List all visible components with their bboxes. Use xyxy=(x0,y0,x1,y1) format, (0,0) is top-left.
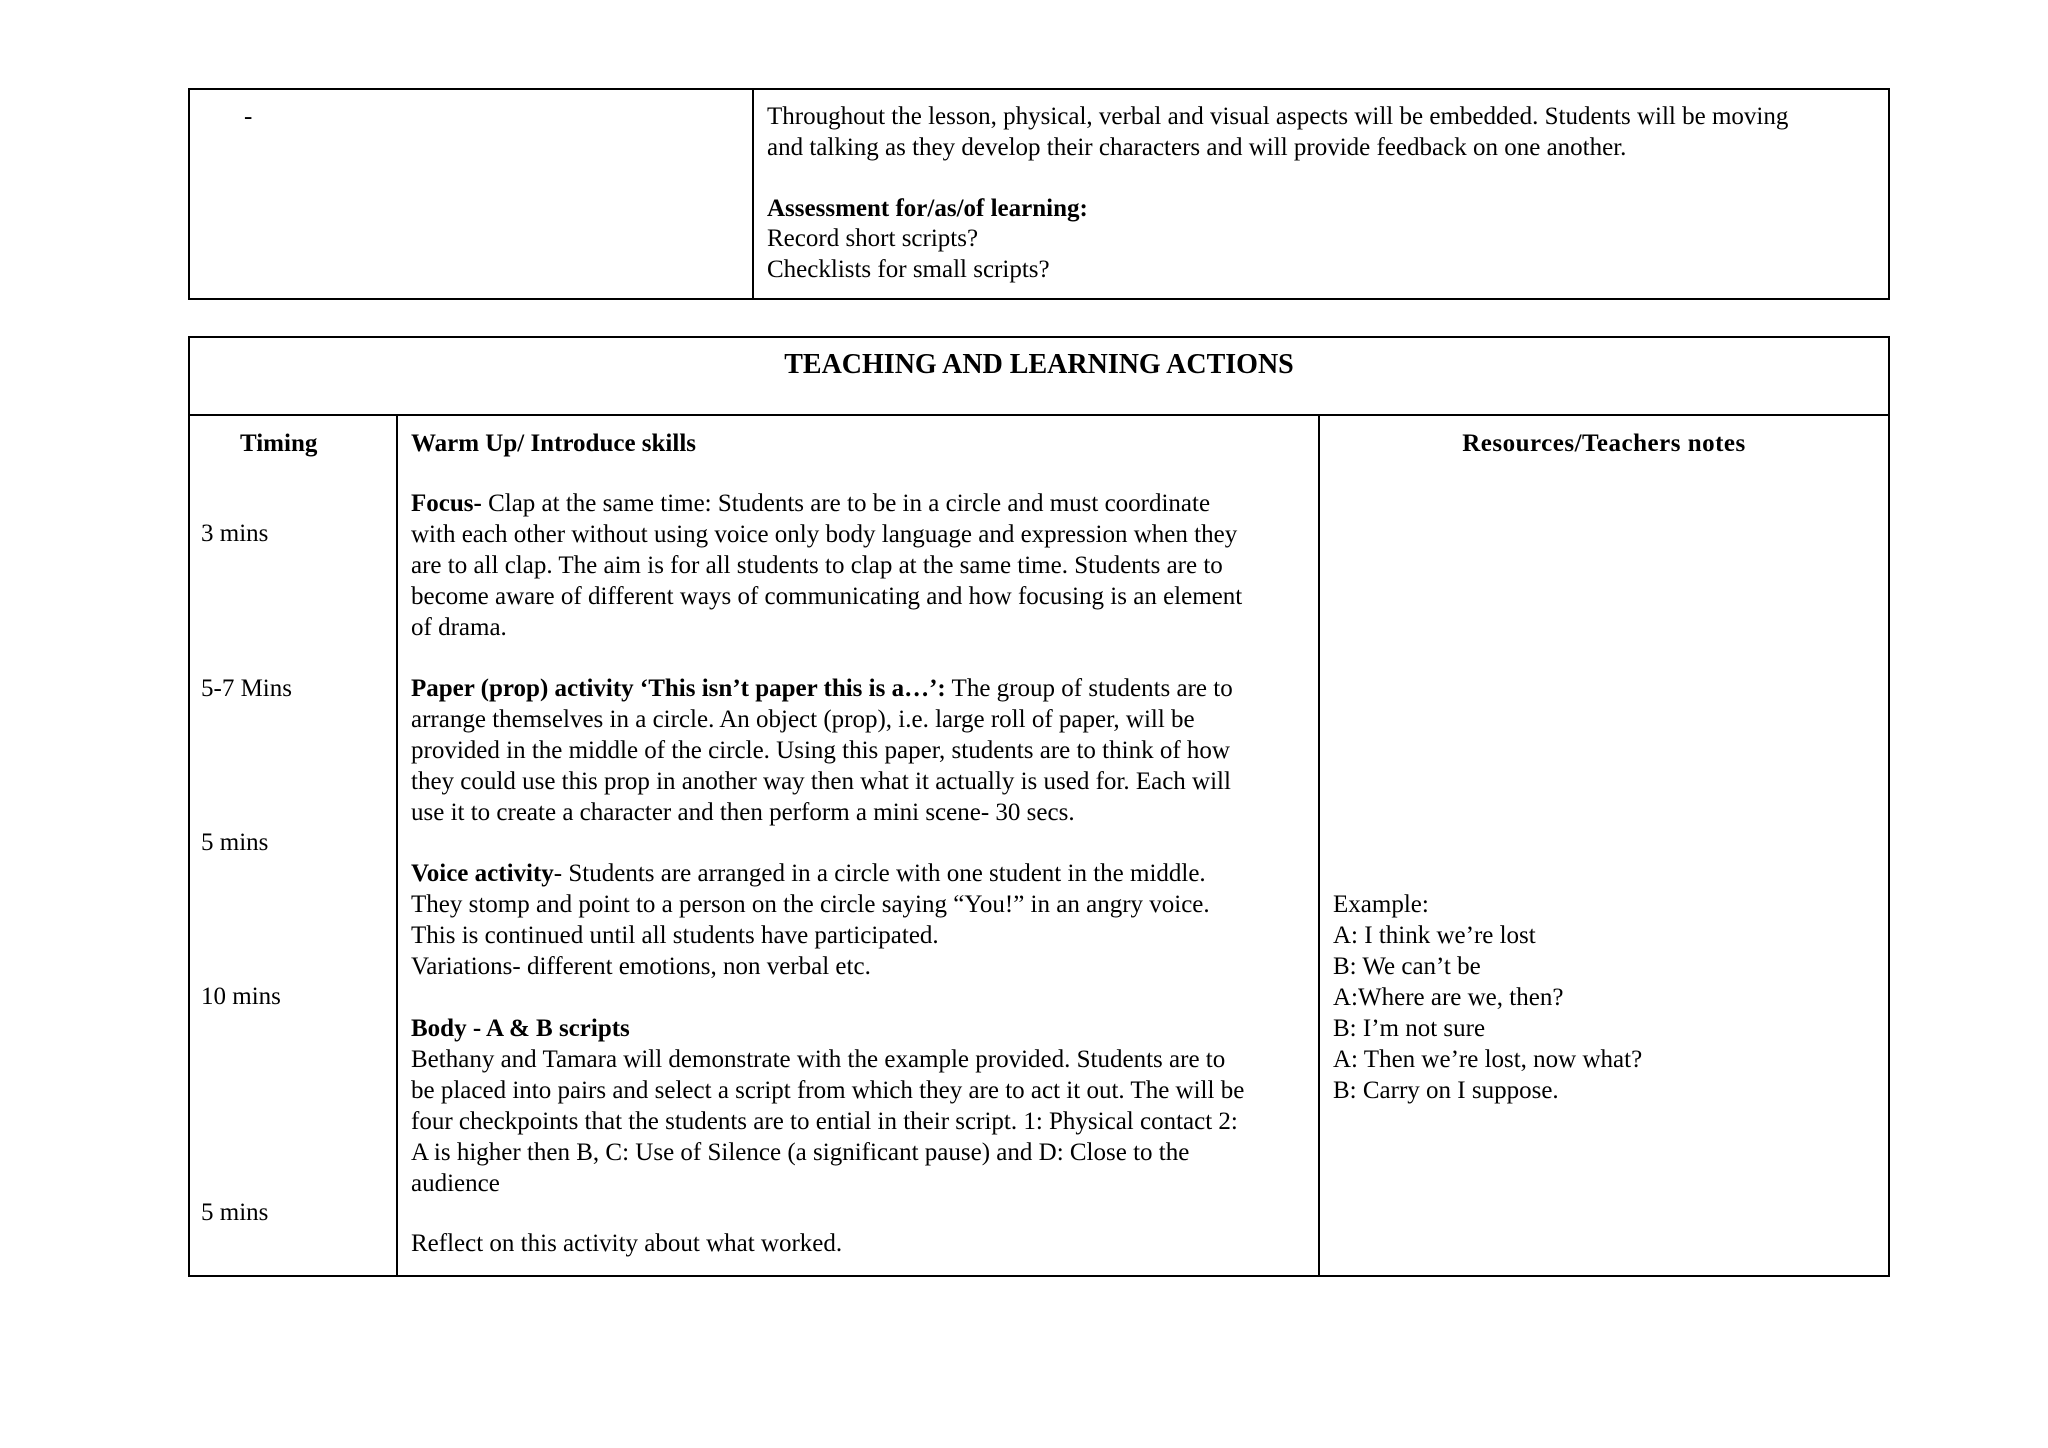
top-left-dash: - xyxy=(244,103,253,130)
example-line: B: I’m not sure xyxy=(1333,1015,1486,1042)
voice-text: This is continued until all students have participated. xyxy=(411,922,939,949)
example-line: A:Where are we, then? xyxy=(1333,984,1564,1011)
timing-header: Timing xyxy=(240,430,318,457)
paper-text: arrange themselves in a circle. An object (prop), i.e. large roll of paper, will be xyxy=(411,706,1195,733)
paper-text: The group of students are to xyxy=(945,675,1233,702)
top-text-line-2: and talking as they develop their characters and will provide feedback on one another. xyxy=(767,134,1627,161)
body-text: Bethany and Tamara will demonstrate with the example provided. Students are to xyxy=(411,1046,1226,1073)
focus-activity xyxy=(411,488,1242,643)
paper-text: they could use this prop in another way then what it actually is used for. Each will xyxy=(411,768,1231,795)
actions-table-title: TEACHING AND LEARNING ACTIONS xyxy=(784,349,1294,380)
resources-header: Resources/Teachers notes xyxy=(1462,430,1746,457)
focus-text: become aware of different ways of communicating and how focusing is an element xyxy=(411,583,1243,610)
body-activity xyxy=(411,1013,1244,1199)
timing-cell: 5 mins xyxy=(201,1199,269,1226)
example-line: A: Then we’re lost, now what? xyxy=(1333,1046,1643,1073)
body-label: Body - A & B scripts xyxy=(411,1015,630,1042)
timing-cell: 3 mins xyxy=(201,520,269,547)
paper-text: use it to create a character and then perform a mini scene- 30 secs. xyxy=(411,799,1075,826)
focus-label: Focus- xyxy=(411,490,482,517)
activities-header: Warm Up/ Introduce skills xyxy=(411,430,696,457)
assessment-heading: Assessment for/as/of learning: xyxy=(767,195,1088,222)
focus-text: of drama. xyxy=(411,614,507,641)
body-text: be placed into pairs and select a script from which they are to act it out. The will be xyxy=(411,1077,1245,1104)
assessment-item: Checklists for small scripts? xyxy=(767,256,1050,283)
example-line: B: We can’t be xyxy=(1333,953,1481,980)
example-line: Example: xyxy=(1333,891,1429,918)
top-text-line-1: Throughout the lesson, physical, verbal and visual aspects will be embedded. Students will be moving xyxy=(767,103,1789,130)
example-line: A: I think we’re lost xyxy=(1333,922,1536,949)
paper-text: provided in the middle of the circle. Using this paper, students are to think of how xyxy=(411,737,1230,764)
focus-text: with each other without using voice only body language and expression when they xyxy=(411,521,1238,548)
paper-activity xyxy=(411,673,1233,828)
body-text: four checkpoints that the students are to ential in their script. 1: Physical contact 2: xyxy=(411,1108,1238,1135)
assessment-item: Record short scripts? xyxy=(767,225,979,252)
voice-label: Voice activity xyxy=(411,860,554,887)
resources-column-divider xyxy=(1318,414,1320,1277)
timing-cell: 5-7 Mins xyxy=(201,675,292,702)
timing-column-divider xyxy=(396,414,398,1277)
voice-text: Variations- different emotions, non verbal etc. xyxy=(411,953,871,980)
focus-text: Clap at the same time: Students are to be in a circle and must coordinate xyxy=(481,490,1211,517)
top-table-divider xyxy=(752,88,754,300)
body-text: A is higher then B, C: Use of Silence (a significant pause) and D: Close to the xyxy=(411,1139,1190,1166)
timing-cell: 5 mins xyxy=(201,829,269,856)
timing-cell: 10 mins xyxy=(201,983,281,1010)
paper-label: Paper (prop) activity ‘This isn’t paper this is a…’: xyxy=(411,675,946,702)
voice-activity xyxy=(411,858,1210,982)
focus-text: are to all clap. The aim is for all students to clap at the same time. Students are to xyxy=(411,552,1223,579)
reflect-text: Reflect on this activity about what worked. xyxy=(411,1230,843,1257)
example-script xyxy=(1333,889,1642,1106)
example-line: B: Carry on I suppose. xyxy=(1333,1077,1559,1104)
actions-title-divider xyxy=(188,414,1890,416)
voice-text: - Students are arranged in a circle with one student in the middle. xyxy=(553,860,1206,887)
body-text: audience xyxy=(411,1170,500,1197)
voice-text: They stomp and point to a person on the circle saying “You!” in an angry voice. xyxy=(411,891,1210,918)
